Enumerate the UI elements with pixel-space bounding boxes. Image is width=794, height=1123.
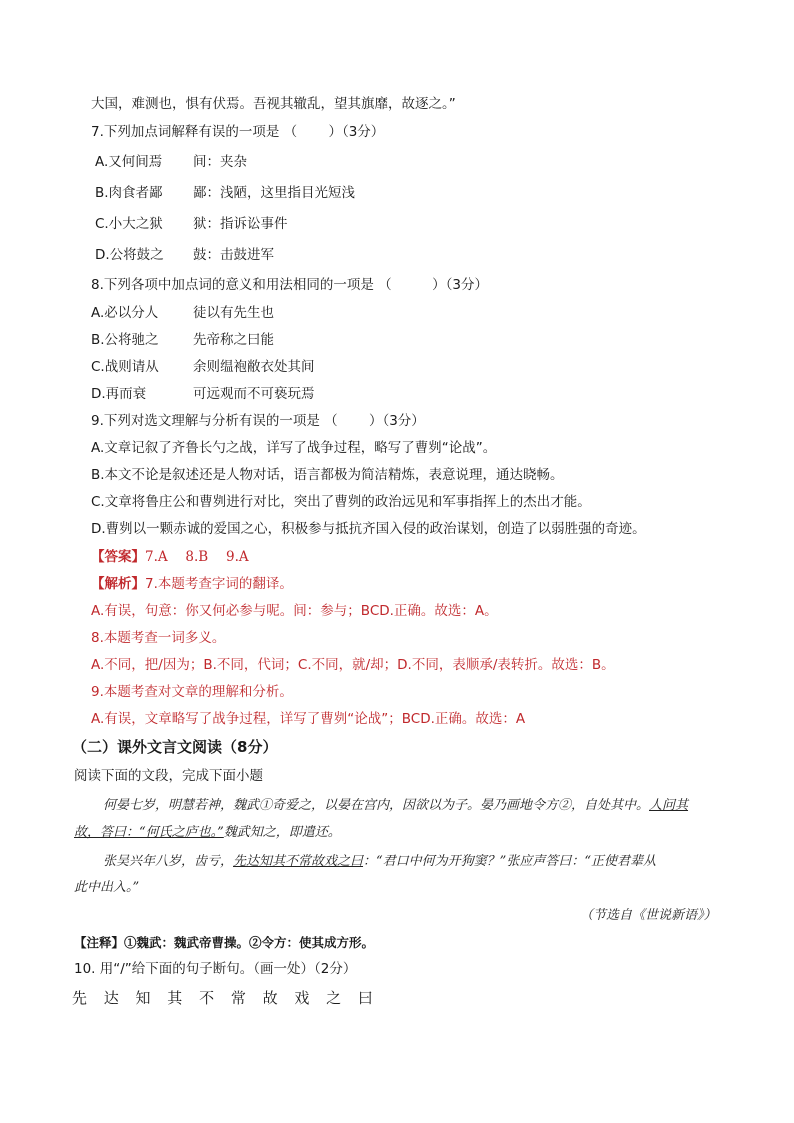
passage-end-text: 大国，难测也，惧有伏焉。吾视其辙乱，望其旗靡，故逐之。” — [91, 96, 456, 112]
analysis-line-2: A.有误，句意：你又何必参与呢。间：参与；BCD.正确。故选：A。 — [91, 603, 498, 619]
q8-option-c: C.战则请从 — [91, 359, 159, 375]
q9-option-c: C.文章将鲁庄公和曹刿进行对比，突出了曹刿的政治远见和军事指挥上的杰出才能。 — [91, 494, 591, 510]
q9-option-b: B.本文不论是叙述还是人物对话，语言都极为简洁精炼，表意说理，通达晓畅。 — [91, 467, 564, 483]
q9-option-a: A.文章记叙了齐鲁长勺之战，详写了战争过程，略写了曹刿“论战”。 — [91, 440, 497, 456]
q8-option-c-gloss: 余则缊袍敝衣处其间 — [193, 359, 315, 375]
section-instruction: 阅读下面的文段，完成下面小题 — [74, 768, 263, 784]
classical-para2-line2: 此中出入。” — [74, 880, 140, 895]
q9-stem: 9.下列对选文理解与分析有误的一项是 （ ）（3分） — [91, 413, 425, 429]
q8-option-d-gloss: 可远观而不可亵玩焉 — [193, 386, 315, 402]
analysis-line-1 — [91, 575, 293, 593]
q8-option-b: B.公将驰之 — [91, 332, 159, 348]
classical-text: ：“君口中何为开狗窦？”张应声答曰：“正使君辈从 — [363, 854, 656, 869]
answer-text: 7.A 8.B 9.A — [145, 549, 249, 565]
classical-text: 张吴兴年八岁，齿亏， — [103, 854, 234, 869]
q7-option-c: C.小大之狱 — [95, 216, 163, 232]
analysis-line-3: 8.本题考查一词多义。 — [91, 630, 226, 646]
q9-option-d: D.曹刿以一颗赤诚的爱国之心，积极参与抵抗齐国入侵的政治谋划，创造了以弱胜强的奇迹。 — [91, 521, 646, 537]
q8-stem: 8.下列各项中加点词的意义和用法相同的一项是 （ ）（3分） — [91, 277, 489, 293]
q7-option-d: D.公将鼓之 — [95, 247, 164, 263]
answer-tag: 【答案】 — [91, 549, 145, 565]
q7-option-a: A.又何间焉 — [95, 154, 163, 170]
classical-text: 魏武知之，即遣还。 — [223, 825, 341, 840]
q7-option-d-gloss: 鼓：击鼓进军 — [193, 247, 274, 263]
q7-option-b-gloss: 鄙：浅陋，这里指目光短浅 — [193, 185, 355, 201]
q10-sentence: 先 达 知 其 不 常 故 戏 之 曰 — [72, 989, 379, 1007]
q7-option-a-gloss: 间：夹杂 — [193, 154, 247, 170]
analysis-text: 7.本题考查字词的翻译。 — [145, 576, 293, 592]
classical-para1-line2 — [74, 824, 341, 842]
section-heading: （二）课外文言文阅读（8分） — [72, 738, 278, 756]
q8-option-a: A.必以分人 — [91, 305, 159, 321]
q8-option-a-gloss: 徒以有先生也 — [193, 305, 274, 321]
annotation-note: 【注释】①魏武：魏武帝曹操。②令方：使其成方形。 — [74, 935, 375, 950]
analysis-line-6: A.有误，文章略写了战争过程，详写了曹刿“论战”；BCD.正确。故选：A — [91, 711, 526, 727]
underlined-text: 先达知其不常故戏之曰 — [233, 854, 364, 869]
q8-option-b-gloss: 先帝称之曰能 — [193, 332, 274, 348]
classical-source: （节选自《世说新语》） — [580, 908, 717, 923]
analysis-tag: 【解析】 — [91, 576, 145, 592]
answer-line — [91, 548, 249, 566]
q7-option-b: B.肉食者鄙 — [95, 185, 163, 201]
q7-stem: 7.下列加点词解释有误的一项是 （ ）（3分） — [91, 124, 385, 140]
underlined-text: 故，答曰：“何氏之庐也。” — [74, 825, 224, 840]
underlined-text: 人问其 — [649, 798, 689, 813]
analysis-line-5: 9.本题考查对文章的理解和分析。 — [91, 684, 293, 700]
q7-option-c-gloss: 狱：指诉讼事件 — [193, 216, 288, 232]
q8-option-d: D.再而衰 — [91, 386, 147, 402]
q10-stem: 10. 用“/”给下面的句子断句。（画一处）（2分） — [74, 961, 357, 977]
classical-para2-line1 — [103, 853, 656, 871]
analysis-line-4: A.不同，把/因为；B.不同，代词；C.不同，就/却；D.不同，表顺承/表转折。故选：B。 — [91, 657, 615, 673]
classical-text: 何晏七岁，明慧若神，魏武①奇爱之，以晏在宫内，因欲以为子。晏乃画地令方②，自处其中。 — [103, 798, 650, 813]
classical-para1-line1 — [103, 797, 688, 815]
